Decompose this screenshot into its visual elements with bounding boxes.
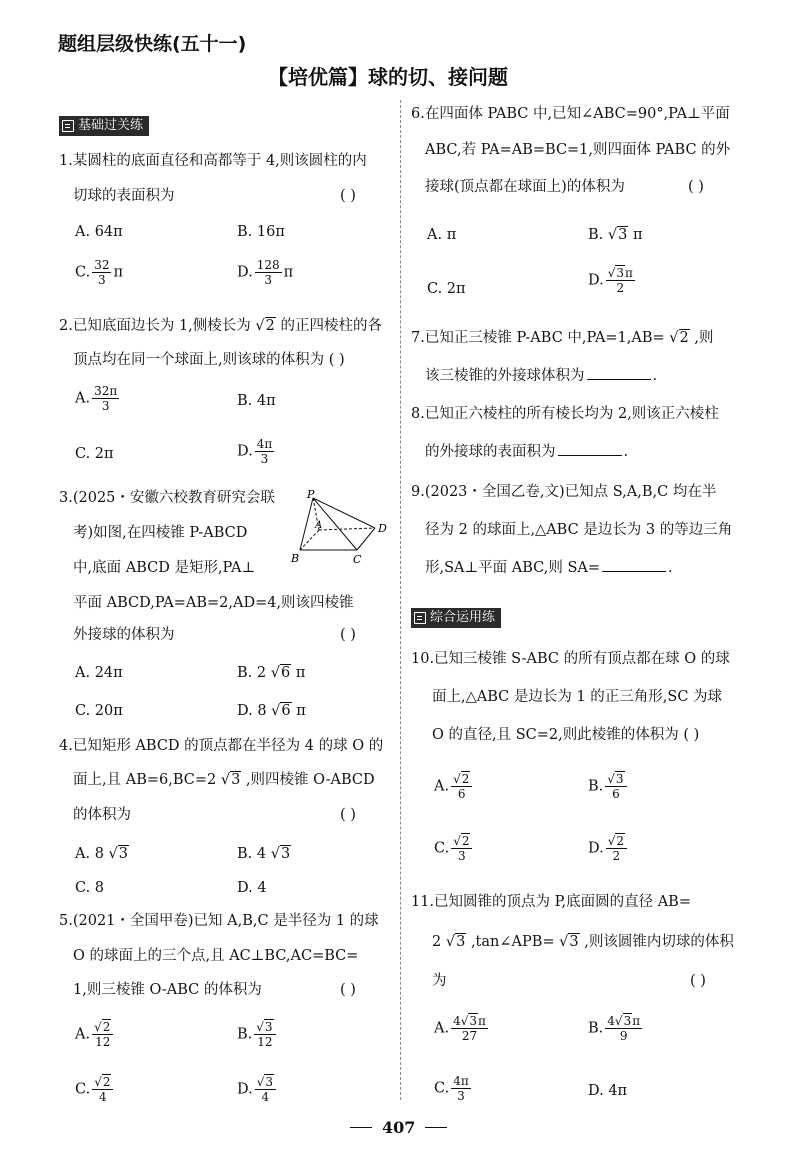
q5-option-d: D. $\frac{√3}{4}$ bbox=[237, 1075, 278, 1104]
q2-line2: 顶点均在同一个球面上,则该球的体积为 ( ) bbox=[73, 352, 345, 368]
q5-answer-paren: ( ) bbox=[340, 982, 356, 998]
q1-line2: 切球的表面积为 bbox=[73, 188, 175, 204]
q10-line1: 10.已知三棱锥 S-ABC 的所有顶点都在球 O 的球 bbox=[411, 651, 730, 667]
q3-line1: 3.(2025・安徽六校教育研究会联 bbox=[59, 490, 275, 506]
q11-line2: 2 √3 ,tan∠APB= √3 ,则该圆锥内切球的体积 bbox=[432, 934, 734, 950]
q2-option-a: A. $\frac{32\pi}{3}$ bbox=[75, 384, 118, 413]
q6-line2: ABC,若 PA=AB=BC=1,则四面体 PABC 的外 bbox=[425, 142, 731, 158]
q3-option-d: D. 8 √6 π bbox=[237, 703, 306, 719]
q10-option-d: D. $\frac{√2}{2}$ bbox=[588, 834, 629, 863]
q9-line1: 9.(2023・全国乙卷,文)已知点 S,A,B,C 均在半 bbox=[411, 484, 717, 500]
series-title: 题组层级快练(五十一) bbox=[58, 33, 247, 55]
q3-answer-paren: ( ) bbox=[340, 627, 356, 643]
chapter-title: 【培优篇】球的切、接问题 bbox=[268, 65, 508, 89]
q3-option-b: B. 2 √6 π bbox=[237, 665, 306, 681]
q11-option-d: D. 4π bbox=[588, 1083, 628, 1099]
q3-line4: 平面 ABCD,PA=AB=2,AD=4,则该四棱锥 bbox=[73, 595, 354, 611]
section-label-comprehensive-text: 综合运用练 bbox=[430, 610, 496, 625]
q10-option-a: A. $\frac{√2}{6}$ bbox=[434, 772, 474, 801]
q5-line3: 1,则三棱锥 O-ABC 的体积为 bbox=[73, 982, 262, 998]
q9-answer-blank[interactable] bbox=[602, 571, 666, 572]
q11-option-b: B. $\frac{4√3\pi}{9}$ bbox=[588, 1014, 641, 1043]
q3-line5: 外接球的体积为 bbox=[73, 627, 175, 643]
q9-line3: 形,SA⊥平面 ABC,则 SA= . bbox=[425, 560, 673, 576]
q5-line1: 5.(2021・全国甲卷)已知 A,B,C 是半径为 1 的球 bbox=[59, 913, 379, 929]
fig-label-b: B bbox=[291, 552, 300, 565]
pyramid-figure bbox=[285, 488, 397, 568]
q6-option-a: A. π bbox=[427, 227, 457, 243]
q4-option-a: A. 8 √3 bbox=[75, 846, 129, 862]
fig-label-p: P bbox=[307, 488, 315, 501]
q6-answer-paren: ( ) bbox=[688, 179, 704, 195]
q6-option-d: D. $\frac{√3\pi}{2}$ bbox=[588, 266, 633, 295]
q3-line2: 考)如图,在四棱锥 P-ABCD bbox=[73, 525, 248, 541]
q4-answer-paren: ( ) bbox=[340, 807, 356, 823]
q5-line2: O 的球面上的三个点,且 AC⊥BC,AC=BC= bbox=[73, 948, 359, 964]
q4-line1: 4.已知矩形 ABCD 的顶点都在半径为 4 的球 O 的 bbox=[59, 738, 384, 754]
q11-line1: 11.已知圆锥的顶点为 P,底面圆的直径 AB= bbox=[411, 894, 691, 910]
section-label-basic-text: 基础过关练 bbox=[78, 118, 144, 133]
q10-line2: 面上,△ABC 是边长为 1 的正三角形,SC 为球 bbox=[432, 689, 723, 705]
q10-line3: O 的直径,且 SC=2,则此棱锥的体积为 ( ) bbox=[432, 727, 700, 743]
column-divider bbox=[400, 100, 401, 1100]
book-icon bbox=[62, 120, 74, 132]
q4-option-d: D. 4 bbox=[237, 880, 267, 896]
q4-option-b: B. 4 √3 bbox=[237, 846, 291, 862]
q2-option-d: D. $\frac{4\pi}{3}$ bbox=[237, 437, 273, 466]
q5-option-c: C. $\frac{√2}{4}$ bbox=[75, 1075, 115, 1104]
page-number: 407 bbox=[382, 1118, 416, 1137]
fig-label-c: C bbox=[353, 553, 362, 566]
q10-option-b: B. $\frac{√3}{6}$ bbox=[588, 772, 629, 801]
q11-option-c: C. $\frac{4\pi}{3}$ bbox=[434, 1074, 469, 1103]
section-label-comprehensive bbox=[411, 608, 501, 628]
q8-answer-blank[interactable] bbox=[558, 455, 622, 456]
q4-line2: 面上,且 AB=6,BC=2 √3 ,则四棱锥 O-ABCD bbox=[73, 772, 375, 788]
q11-answer-paren: ( ) bbox=[690, 973, 706, 989]
q11-option-a: A. $\frac{4√3\pi}{27}$ bbox=[434, 1014, 486, 1043]
q5-option-a: A. $\frac{√2}{12}$ bbox=[75, 1020, 115, 1049]
q1-option-c: C. $\frac{32}{3}$ π bbox=[75, 258, 123, 287]
q2-option-c: C. 2π bbox=[75, 446, 114, 462]
q2-option-b: B. 4π bbox=[237, 393, 276, 409]
page-footer bbox=[350, 1118, 447, 1137]
q8-line2: 的外接球的表面积为 . bbox=[425, 444, 629, 460]
q3-option-a: A. 24π bbox=[75, 665, 123, 681]
fig-label-d: D bbox=[378, 522, 387, 535]
q1-option-d: D. $\frac{128}{3}$ π bbox=[237, 258, 294, 287]
q9-line2: 径为 2 的球面上,△ABC 是边长为 3 的等边三角 bbox=[425, 522, 733, 538]
q2-line1: 2.已知底面边长为 1,侧棱长为 √2 的正四棱柱的各 bbox=[59, 318, 382, 334]
q6-line1: 6.在四面体 PABC 中,已知∠ABC=90°,PA⊥平面 bbox=[411, 106, 730, 122]
q3-option-c: C. 20π bbox=[75, 703, 123, 719]
q6-line3: 接球(顶点都在球面上)的体积为 bbox=[425, 179, 625, 195]
q11-line3: 为 bbox=[432, 973, 447, 989]
q1-answer-paren: ( ) bbox=[340, 188, 356, 204]
q1-line1: 1.某圆柱的底面直径和高都等于 4,则该圆柱的内 bbox=[59, 153, 367, 169]
q4-option-c: C. 8 bbox=[75, 880, 105, 896]
q1-option-a: A. 64π bbox=[75, 224, 123, 240]
q3-line3: 中,底面 ABCD 是矩形,PA⊥ bbox=[73, 560, 256, 576]
section-label-basic bbox=[59, 116, 149, 136]
fig-label-a: A bbox=[315, 520, 323, 531]
q7-line1: 7.已知正三棱锥 P-ABC 中,PA=1,AB= √2 ,则 bbox=[411, 330, 714, 346]
q6-option-c: C. 2π bbox=[427, 281, 466, 297]
book-icon bbox=[414, 612, 426, 624]
q7-line2: 该三棱锥的外接球体积为 . bbox=[425, 368, 658, 384]
q6-option-b: B. √3 π bbox=[588, 227, 643, 243]
q10-option-c: C. $\frac{√2}{3}$ bbox=[434, 834, 474, 863]
q7-answer-blank[interactable] bbox=[587, 379, 651, 380]
q5-option-b: B. $\frac{√3}{12}$ bbox=[237, 1020, 278, 1049]
q8-line1: 8.已知正六棱柱的所有棱长均为 2,则该正六棱柱 bbox=[411, 406, 719, 422]
q1-option-b: B. 16π bbox=[237, 224, 285, 240]
q4-line3: 的体积为 bbox=[73, 807, 131, 823]
